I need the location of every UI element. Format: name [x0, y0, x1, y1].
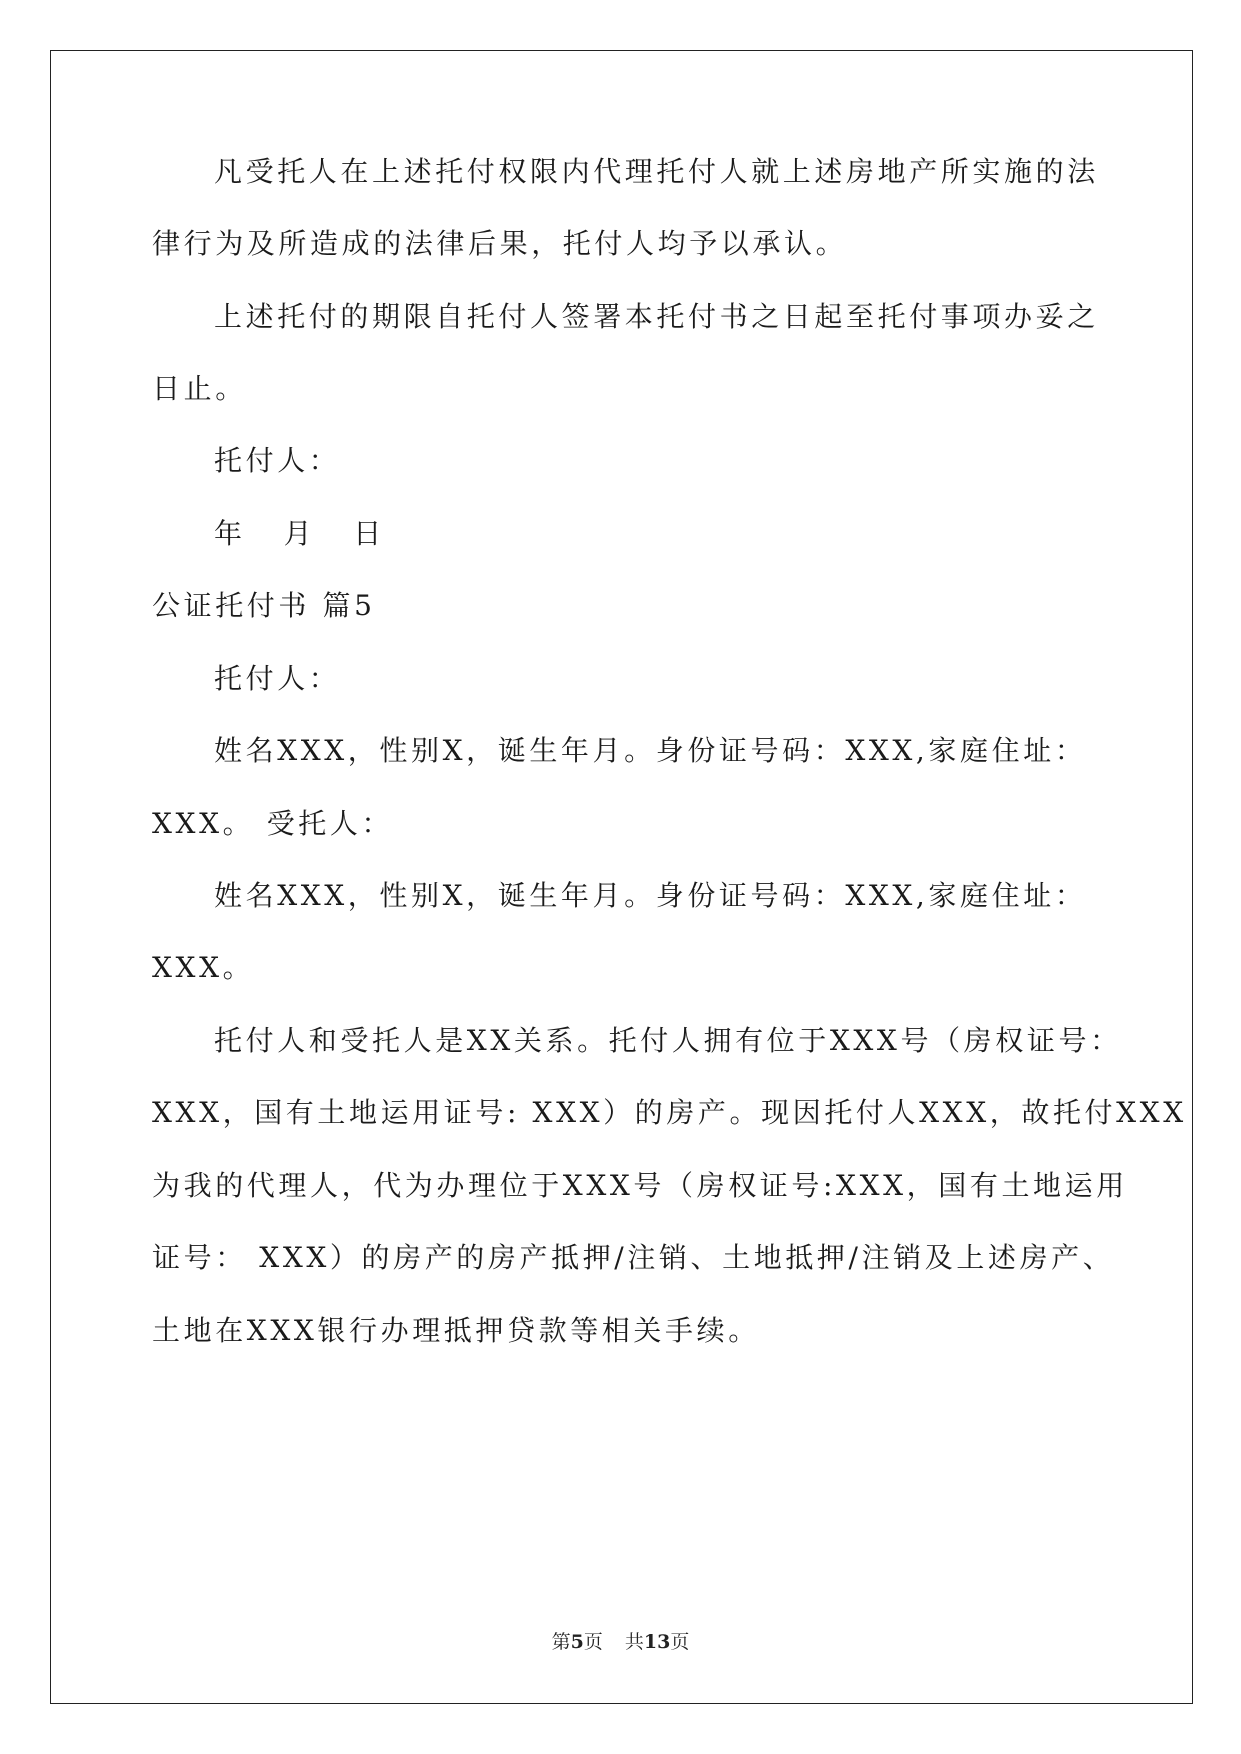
total-prefix: 共 [624, 1631, 644, 1653]
body-line-5: 土地在XXX银行办理抵押贷款等相关手续。 [152, 1314, 760, 1347]
page-prefix: 第 [551, 1631, 571, 1653]
section-heading: 公证托付书 篇5 [152, 589, 376, 622]
page-suffix: 页 [583, 1631, 603, 1653]
body-line-3: 为我的代理人，代为办理位于XXX号（房权证号:XXX，国有土地运用 [152, 1169, 1128, 1202]
principal-label: 托付人： [214, 662, 341, 695]
date-day: 日 [353, 517, 385, 550]
page-footer [0, 1630, 1241, 1654]
paragraph-line-4: 日止。 [152, 372, 247, 405]
date-month: 月 [283, 517, 316, 550]
total-pages: 13 [643, 1631, 671, 1653]
total-suffix: 页 [670, 1631, 690, 1653]
paragraph-line-3: 上述托付的期限自托付人签署本托付书之日起至托付事项办妥之 [214, 300, 1099, 333]
page-number: 5 [570, 1631, 584, 1653]
body-line-4: 证号： XXX）的房产的房产抵押/注销、土地抵押/注销及上述房产、 [152, 1241, 1115, 1274]
date-line [214, 514, 385, 554]
principal-info-line-2: XXX。 受托人： [152, 807, 394, 840]
signer-label: 托付人： [214, 444, 341, 477]
principal-info-line-1: 姓名XXX，性别X，诞生年月。身份证号码：XXX,家庭住址： [214, 734, 1087, 767]
body-line-1: 托付人和受托人是XX关系。托付人拥有位于XXX号（房权证号： [214, 1024, 1122, 1057]
agent-info-line-1: 姓名XXX，性别X，诞生年月。身份证号码：XXX,家庭住址： [214, 879, 1087, 912]
paragraph-line-2: 律行为及所造成的法律后果，托付人均予以承认。 [152, 227, 848, 260]
date-year: 年 [214, 517, 246, 550]
body-line-2: XXX，国有土地运用证号: XXX）的房产。现因托付人XXX，故托付XXX [152, 1096, 1187, 1129]
paragraph-line-1: 凡受托人在上述托付权限内代理托付人就上述房地产所实施的法 [214, 155, 1099, 188]
agent-info-line-2: XXX。 [152, 951, 255, 984]
